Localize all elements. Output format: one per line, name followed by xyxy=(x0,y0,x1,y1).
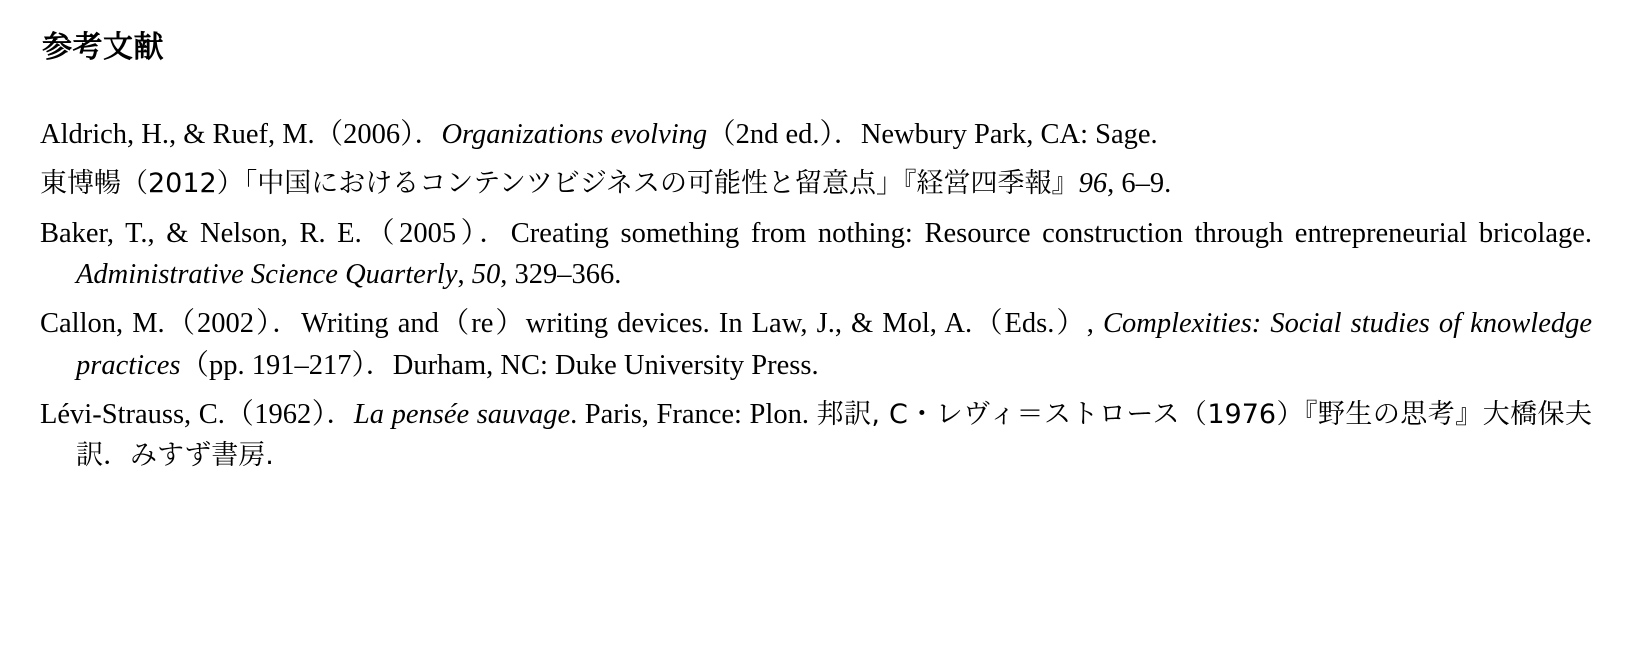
reference-entry: Aldrich, H., & Ruef, M.（2006）．Organizations evolving（2nd ed.）．Newbury Park, CA: Sage. xyxy=(40,119,1158,150)
page-title: 参考文献 xyxy=(42,30,164,65)
reference-entry: Callon, M.（2002）．Writing and（re）writing devices. In Law, J., & Mol, A.（Eds.）, Complexities: Social studies of knowledge practices（pp. 191–217）．Durham, NC: Duke University Press. xyxy=(40,308,1593,381)
reference-entry: 東博暢（2012）「中国におけるコンテンツビジネスの可能性と留意点」『経営四季報』96, 6–9. xyxy=(40,168,1172,200)
reference-entry: Baker, T., & Nelson, R. E.（2005）．Creating something from nothing: Resource construction through entrepreneurial bricolage. Administrative Science Quarterly, 50, 329–366. xyxy=(40,217,1593,290)
reference-entry: Lévi-Strauss, C.（1962）．La pensée sauvage. Paris, France: Plon. 邦訳, C・レヴィ＝ストロース（1976）『野生の思考』大橋保夫 訳．みすず書房. xyxy=(40,398,1593,472)
reference-list xyxy=(40,114,1592,477)
